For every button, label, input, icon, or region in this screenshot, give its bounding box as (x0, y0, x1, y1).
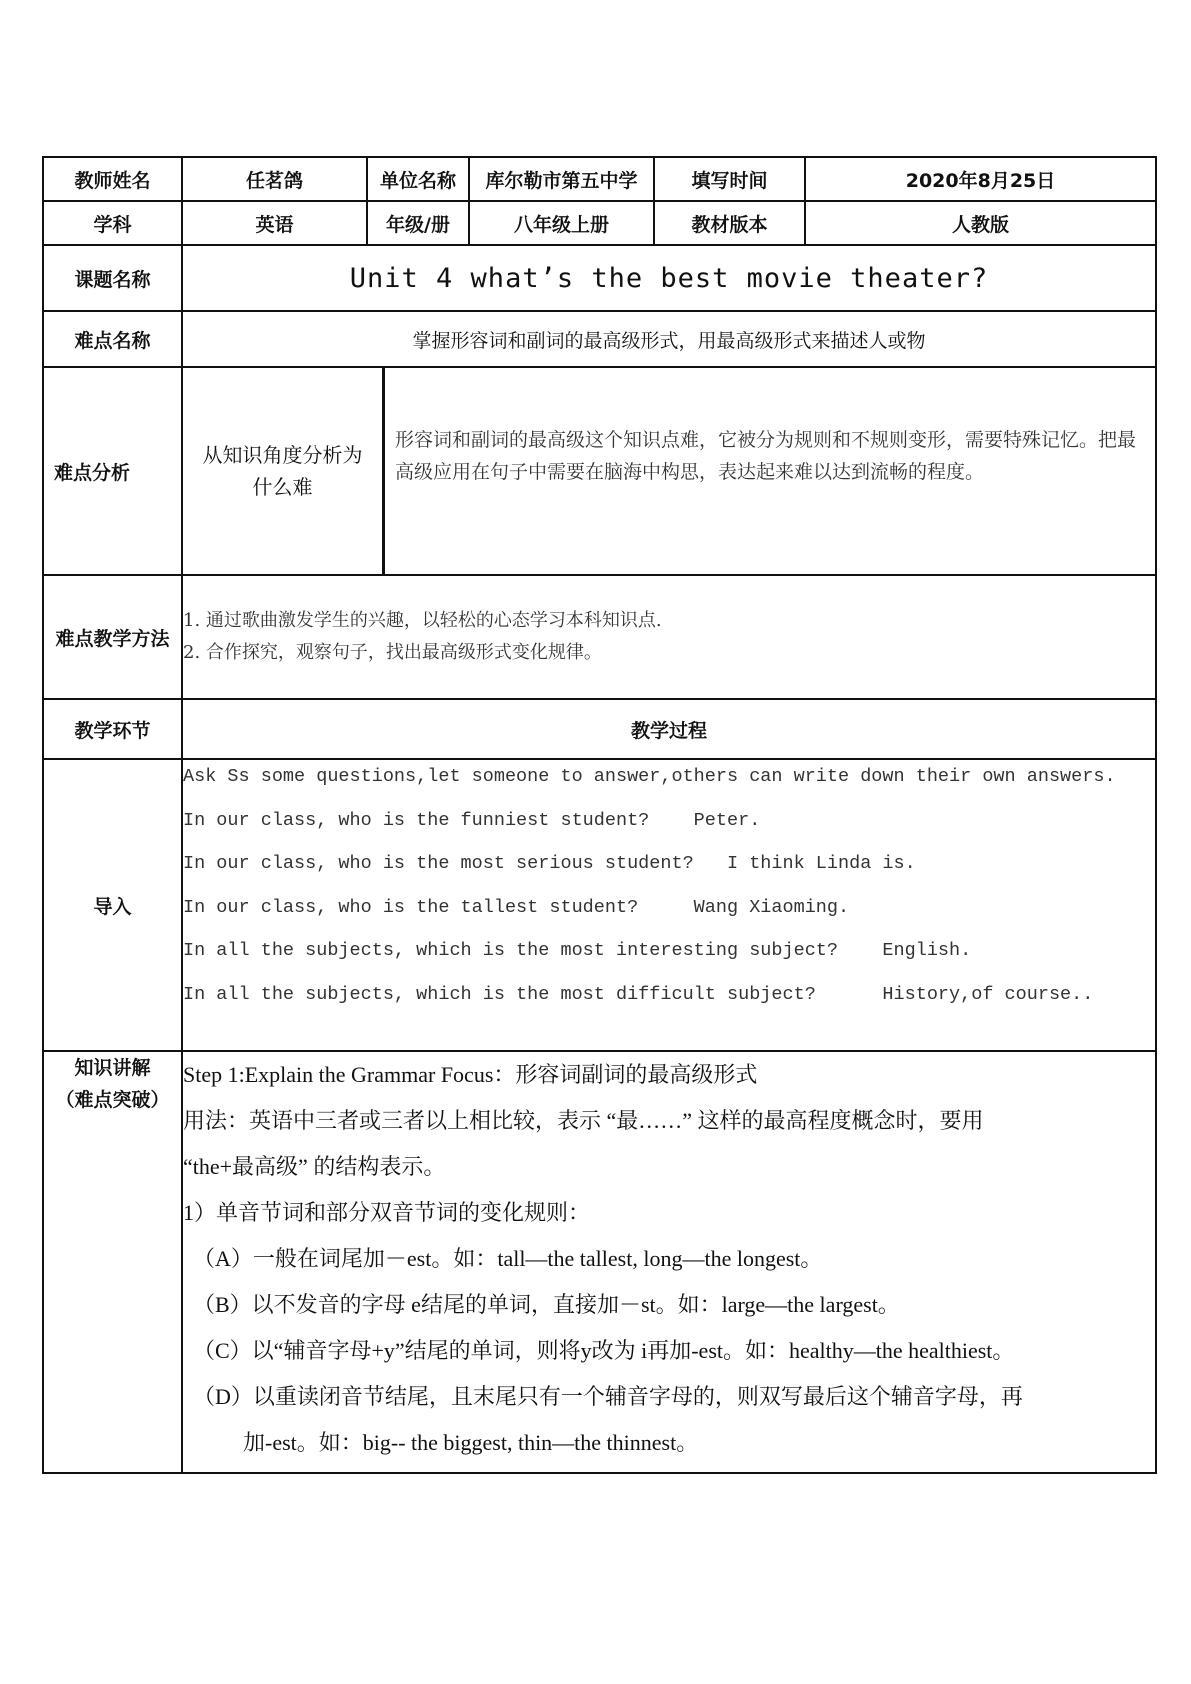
process-step-label: 教学环节 (43, 699, 182, 759)
knowledge-row (43, 1051, 1156, 1473)
date-value: 2020年8月25日 (805, 157, 1156, 201)
intro-content (182, 759, 1156, 1051)
rule-item-continuation: 加-est。如：big-- the biggest, thin—the thinnest。 (243, 1430, 699, 1455)
unit-label: 单位名称 (367, 157, 469, 201)
analysis-text: 形容词和副词的最高级这个知识点难，它被分为规则和不规则变形，需要特殊记忆。把最高级应用在句子中需要在脑海中构思，表达起来难以达到流畅的程度。 (395, 429, 1137, 483)
method-item: 1. 通过歌曲激发学生的兴趣，以轻松的心态学习本科知识点. (183, 610, 662, 631)
difficulty-row (43, 311, 1156, 367)
topic-title: Unit 4 what’s the best movie theater? (182, 245, 1156, 311)
difficulty-label: 难点名称 (43, 311, 182, 367)
difficulty-value: 掌握形容词和副词的最高级形式，用最高级形式来描述人或物 (182, 311, 1156, 367)
unit-value: 库尔勒市第五中学 (469, 157, 654, 201)
analysis-cell (182, 367, 1156, 575)
analysis-row (43, 367, 1156, 575)
teacher-value: 任茗鸽 (182, 157, 367, 201)
rule-item: （C）以“辅音字母+y”结尾的单词，则将y改为 i再加-est。如：healthy—the healthiest。 (193, 1338, 1015, 1363)
method-row (43, 575, 1156, 699)
edition-label: 教材版本 (654, 201, 805, 245)
topic-label: 课题名称 (43, 245, 182, 311)
step-heading: Step 1:Explain the Grammar Focus：形容词副词的最高级形式 (183, 1062, 758, 1087)
intro-line: In our class, who is the funniest student? Peter. (183, 809, 761, 831)
knowledge-content (182, 1051, 1156, 1473)
analysis-split (183, 368, 1155, 574)
method-label: 难点教学方法 (43, 575, 182, 699)
edition-value: 人教版 (805, 201, 1156, 245)
method-list (182, 575, 1156, 699)
intro-label: 导入 (43, 759, 182, 1051)
intro-row (43, 759, 1156, 1051)
subject-label: 学科 (43, 201, 182, 245)
subject-value: 英语 (182, 201, 367, 245)
lesson-plan-table (42, 156, 1157, 1474)
usage-line: “the+最高级” 的结构表示。 (183, 1154, 446, 1179)
intro-line: In all the subjects, which is the most difficult subject? History,of course.. (183, 983, 1094, 1005)
grade-label: 年级/册 (367, 201, 469, 245)
process-label: 教学过程 (182, 699, 1156, 759)
intro-line: In our class, who is the most serious student? I think Linda is. (183, 853, 916, 874)
knowledge-label-line-2: （难点突破） (55, 1089, 170, 1111)
grade-value: 八年级上册 (469, 201, 654, 245)
date-label: 填写时间 (654, 157, 805, 201)
rule-item: （B）以不发音的字母 e结尾的单词，直接加－st。如：large—the largest。 (193, 1292, 900, 1317)
topic-row (43, 245, 1156, 311)
intro-line: In all the subjects, which is the most interesting subject? English. (183, 940, 972, 961)
intro-line: In our class, who is the tallest student? Wang Xiaoming. (183, 896, 850, 918)
knowledge-label-line-1: 知识讲解 (74, 1057, 151, 1079)
lesson-plan-sheet (42, 156, 1155, 1474)
method-item: 2. 合作探究，观察句子，找出最高级形式变化规律。 (183, 642, 602, 663)
rule-title: 1）单音节词和部分双音节词的变化规则： (183, 1200, 591, 1225)
teacher-label: 教师姓名 (43, 157, 182, 201)
analysis-sub-label: 从知识角度分析为什么难 (183, 368, 385, 574)
knowledge-label (43, 1051, 182, 1473)
header-row-2 (43, 201, 1156, 245)
process-header-row (43, 699, 1156, 759)
intro-line: Ask Ss some questions,let someone to answer,others can write down their own answers. (183, 766, 1116, 787)
usage-line: 用法：英语中三者或三者以上相比较，表示 “最……” 这样的最高程度概念时，要用 (183, 1108, 984, 1133)
rule-item: （D）以重读闭音节结尾，且末尾只有一个辅音字母的，则双写最后这个辅音字母，再 (193, 1384, 1023, 1409)
analysis-label: 难点分析 (43, 367, 182, 575)
rule-item: （A）一般在词尾加－est。如：tall—the tallest, long—the longest。 (193, 1246, 823, 1271)
header-row-1 (43, 157, 1156, 201)
